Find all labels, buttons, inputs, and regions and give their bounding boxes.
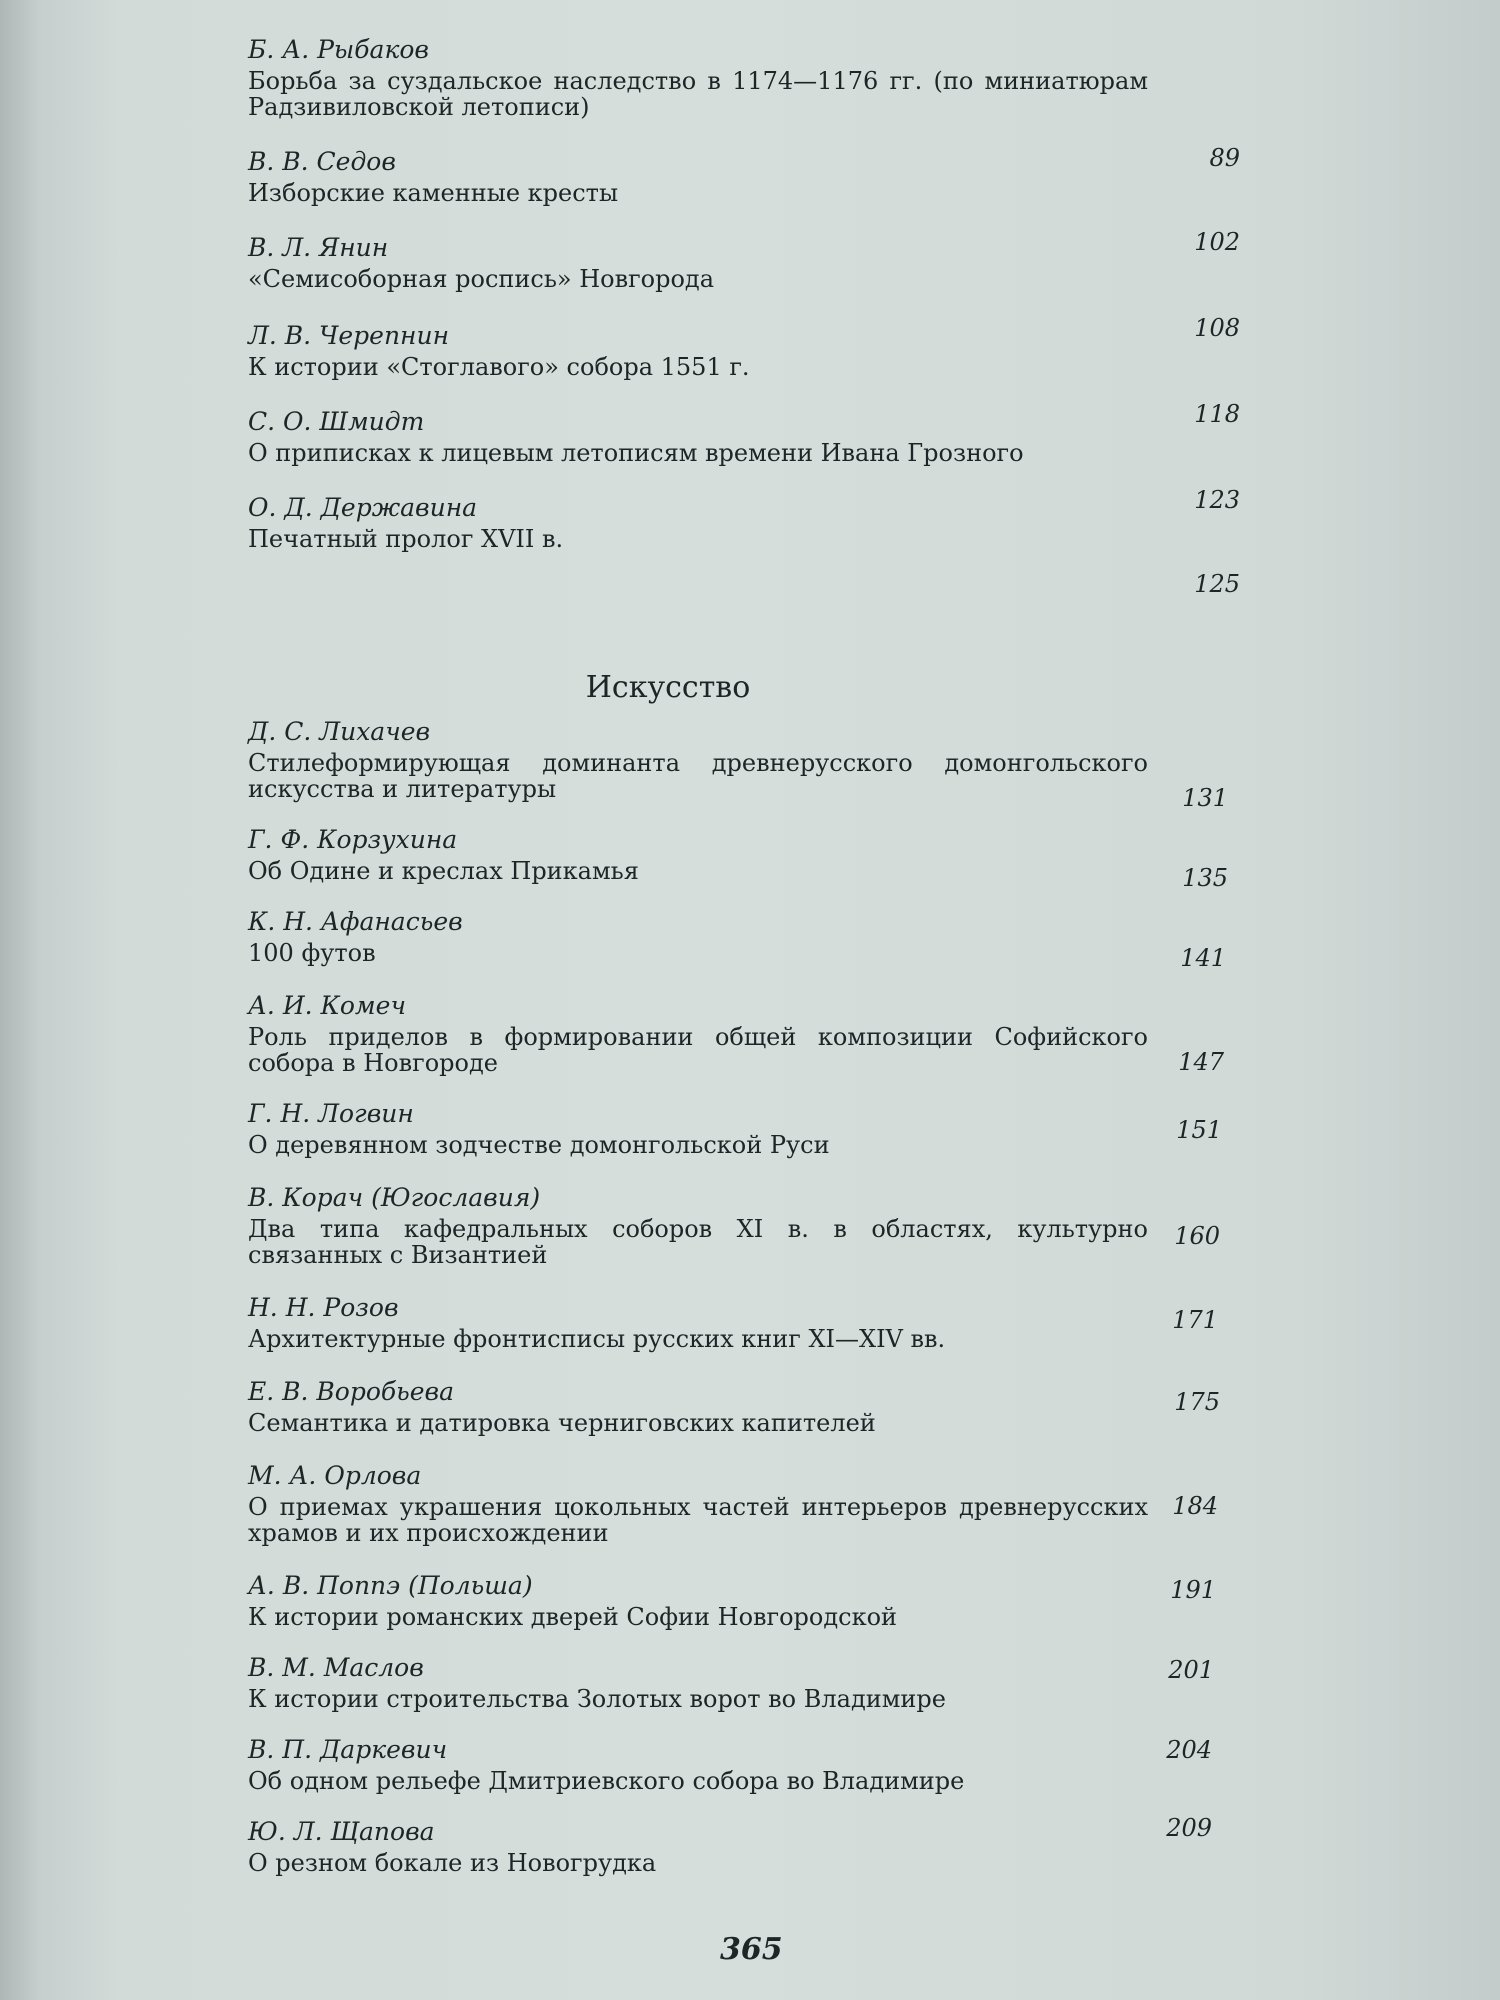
entry-title: О приписках к лицевым летописям времени Ивана Грозного xyxy=(248,439,1024,467)
page-number: 365 xyxy=(720,1932,783,1967)
entry-author: Ю. Л. Щапова xyxy=(248,1817,435,1846)
entry-author: В. В. Седов xyxy=(248,147,396,176)
toc-entry xyxy=(248,1292,1248,1376)
entry-page-number: 184 xyxy=(1172,1492,1218,1520)
entry-title: Архитектурные фронтисписы русских книг XI—XIV вв. xyxy=(248,1325,946,1353)
entry-page-number: 175 xyxy=(1174,1388,1220,1416)
entry-page-number: 209 xyxy=(1166,1814,1212,1842)
entry-title: К истории романских дверей Софии Новгородской xyxy=(248,1603,898,1631)
entry-title: О приемах украшения цокольных частей интерьеров древнерусских храмов и их происхождении xyxy=(248,1493,1148,1547)
toc-entry xyxy=(248,906,1248,990)
entry-title: «Семисоборная роспись» Новгорода xyxy=(248,265,715,293)
entry-page-number: 201 xyxy=(1168,1656,1214,1684)
entry-title: Роль приделов в формировании общей композиции Софийского собора в Новгороде xyxy=(248,1023,1148,1077)
entry-author: Г. Ф. Корзухина xyxy=(248,825,458,854)
entry-page-number: 131 xyxy=(1182,784,1228,812)
entry-page-number: 123 xyxy=(1194,486,1240,514)
entry-page-number: 108 xyxy=(1194,314,1240,342)
entry-title: К истории «Стоглавого» собора 1551 г. xyxy=(248,353,750,381)
toc-entry xyxy=(248,314,1248,406)
entry-page-number: 125 xyxy=(1194,570,1240,598)
entry-author: А. И. Комеч xyxy=(248,991,406,1020)
entry-author: М. А. Орлова xyxy=(248,1461,422,1490)
entry-title: Об Одине и креслах Прикамья xyxy=(248,857,639,885)
entry-author: К. Н. Афанасьев xyxy=(248,907,463,936)
entry-title: Борьба за суздальское наследство в 1174—1176 гг. (по миниатюрам Радзивиловской летописи) xyxy=(248,67,1148,121)
entry-title: 100 футов xyxy=(248,939,376,967)
entry-author: В. П. Даркевич xyxy=(248,1735,448,1764)
entry-page-number: 204 xyxy=(1166,1736,1212,1764)
section-heading: Искусство xyxy=(585,670,751,705)
entry-page-number: 102 xyxy=(1194,228,1240,256)
toc-entry xyxy=(248,486,1248,668)
toc-entry xyxy=(248,400,1248,492)
toc-entry xyxy=(248,1376,1248,1460)
entry-author: Н. Н. Розов xyxy=(248,1293,399,1322)
entry-author: С. О. Шмидт xyxy=(248,407,425,436)
entry-page-number: 141 xyxy=(1180,944,1226,972)
entry-author: В. Корач (Югославия) xyxy=(248,1183,541,1212)
entry-author: Е. В. Воробьева xyxy=(248,1377,455,1406)
toc-entry xyxy=(248,146,1248,232)
entry-author: В. М. Маслов xyxy=(248,1653,424,1682)
entry-author: Д. С. Лихачев xyxy=(248,717,431,746)
entry-page-number: 151 xyxy=(1176,1116,1222,1144)
toc-entry xyxy=(248,990,1248,1098)
entry-title: К истории строительства Золотых ворот во Владимире xyxy=(248,1685,946,1713)
toc-entry xyxy=(248,1816,1248,1880)
toc-entry xyxy=(248,716,1248,824)
toc-entry xyxy=(248,34,1248,146)
entry-title: Печатный пролог XVII в. xyxy=(248,525,564,553)
entry-page-number: 160 xyxy=(1174,1222,1220,1250)
entry-author: А. В. Поппэ (Польша) xyxy=(248,1571,533,1600)
entry-author: Л. В. Черепнин xyxy=(248,321,450,350)
toc-entry xyxy=(248,1652,1248,1734)
entry-title: Стилеформирующая доминанта древнерусского домонгольского искусства и литературы xyxy=(248,749,1148,803)
entry-title: Об одном рельефе Дмитриевского собора во Владимире xyxy=(248,1767,965,1795)
entry-title: Изборские каменные кресты xyxy=(248,179,619,207)
toc-entry xyxy=(248,1460,1248,1570)
entry-page-number: 135 xyxy=(1182,864,1228,892)
entry-title: О резном бокале из Новогрудка xyxy=(248,1849,657,1877)
toc-entry xyxy=(248,824,1248,906)
entry-author: Г. Н. Логвин xyxy=(248,1099,414,1128)
entry-author: О. Д. Державина xyxy=(248,493,478,522)
toc-entry xyxy=(248,228,1248,320)
entry-page-number: 147 xyxy=(1178,1048,1224,1076)
toc-entry xyxy=(248,1734,1248,1816)
entry-title: Два типа кафедральных соборов XI в. в областях, культурно связанных с Византией xyxy=(248,1215,1148,1269)
entry-page-number: 118 xyxy=(1194,400,1240,428)
entry-page-number: 89 xyxy=(1209,144,1240,172)
entry-title: Семантика и датировка черниговских капителей xyxy=(248,1409,876,1437)
toc-entry xyxy=(248,1182,1248,1292)
table-of-contents xyxy=(248,34,1248,1880)
entry-page-number: 191 xyxy=(1170,1576,1216,1604)
entry-page-number: 171 xyxy=(1172,1306,1218,1334)
entry-title: О деревянном зодчестве домонгольской Руси xyxy=(248,1131,830,1159)
toc-entry xyxy=(248,1570,1248,1652)
entry-author: Б. А. Рыбаков xyxy=(248,35,429,64)
entry-author: В. Л. Янин xyxy=(248,233,389,262)
toc-entry xyxy=(248,1098,1248,1182)
